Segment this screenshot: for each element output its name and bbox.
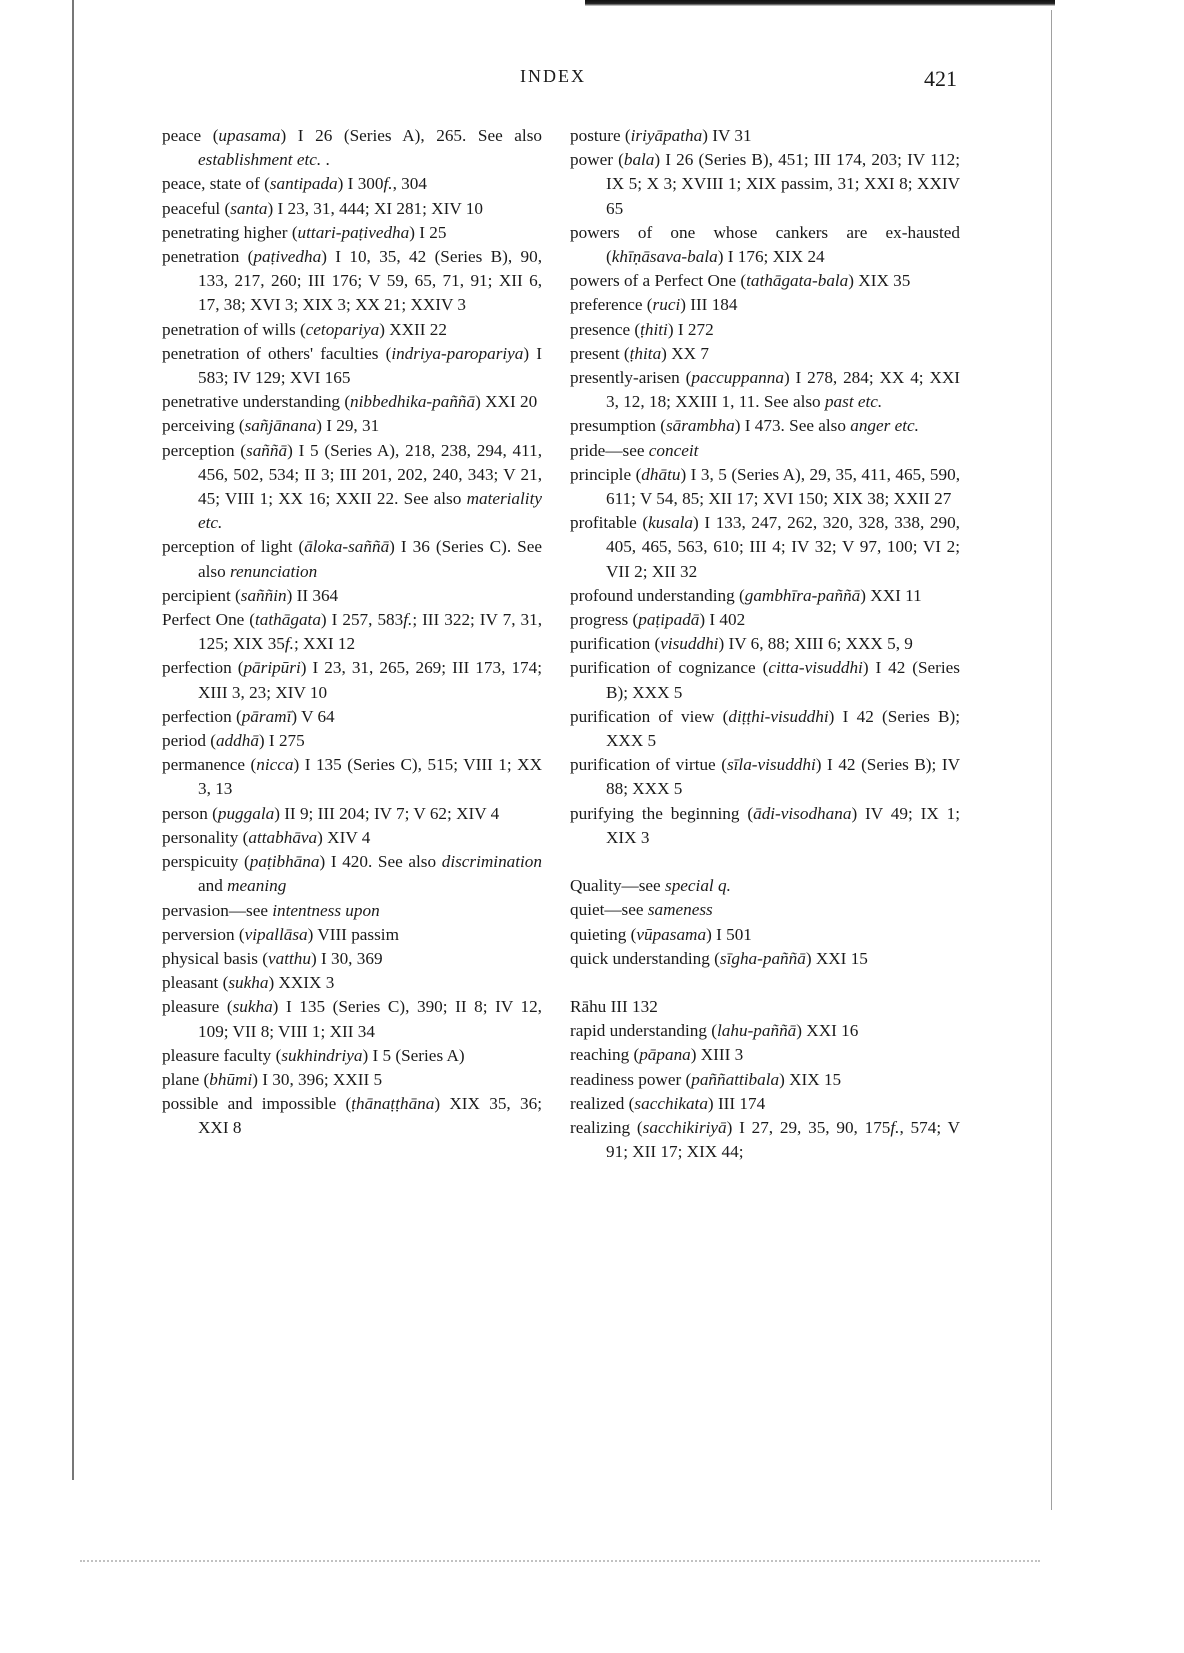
entry-text: person ( xyxy=(162,803,218,823)
index-entry xyxy=(162,439,542,536)
entry-text: ) XX 7 xyxy=(661,343,709,363)
index-entry xyxy=(570,221,960,269)
pali-term: bala xyxy=(623,150,655,170)
entry-text: Quality—see xyxy=(570,876,665,896)
pali-term: pāripūri xyxy=(243,658,301,678)
entry-text: ) I 135 (Series C), 390; II 8; IV 12, 109; VII 8; VIII 1; XII 34 xyxy=(198,997,542,1041)
index-entry xyxy=(570,318,960,342)
entry-text: plane ( xyxy=(162,1069,210,1089)
entry-text: personality ( xyxy=(162,827,249,847)
index-entry xyxy=(570,608,960,632)
entry-text: ) I 5 (Series A) xyxy=(362,1045,465,1065)
pali-term: sacchikiriyā xyxy=(642,1117,727,1137)
index-entry xyxy=(570,947,960,971)
entry-text: ) XIV 4 xyxy=(317,827,371,847)
index-entry xyxy=(570,995,960,1019)
entry-text: presumption ( xyxy=(570,416,666,436)
index-entry xyxy=(570,414,960,438)
entry-text: presently-arisen ( xyxy=(570,368,692,388)
index-entry xyxy=(162,584,542,608)
index-entry xyxy=(162,705,542,729)
pali-term: establishment etc. xyxy=(198,150,322,170)
entry-text: readiness power ( xyxy=(570,1069,692,1089)
pali-term: paṭivedha xyxy=(253,247,322,267)
entry-text: ) VIII passim xyxy=(307,924,399,944)
pali-term: gambhīra-paññā xyxy=(744,585,861,605)
entry-text: ) I 42 (Series B); XXX 5 xyxy=(606,658,960,702)
pali-term: paṭibhāna xyxy=(249,852,320,872)
pali-term: tathāgata-bala xyxy=(746,271,849,291)
entry-text: progress ( xyxy=(570,610,639,630)
index-entry xyxy=(570,753,960,801)
entry-text: profitable ( xyxy=(570,513,649,533)
pali-term: f. xyxy=(383,174,393,194)
index-entry xyxy=(570,124,960,148)
pali-term: ādi-visodhana xyxy=(753,803,852,823)
pali-term: ṭhita xyxy=(629,343,662,363)
pali-term: puggala xyxy=(217,803,275,823)
entry-text: ) I 30, 369 xyxy=(310,948,383,968)
pali-term: ṭhiti xyxy=(640,319,668,339)
index-entry xyxy=(162,124,542,172)
index-entry xyxy=(570,802,960,850)
pali-term: tathāgata xyxy=(255,610,321,630)
index-entry xyxy=(162,172,542,196)
index-entry xyxy=(570,1068,960,1092)
index-entry xyxy=(162,1068,542,1092)
index-entry xyxy=(570,439,960,463)
page-title: INDEX xyxy=(520,66,586,86)
index-entry xyxy=(162,899,542,923)
entry-text: purifying the beginning ( xyxy=(570,803,754,823)
entry-text: penetration of others' faculties ( xyxy=(162,343,392,363)
index-entry xyxy=(570,148,960,221)
index-entry xyxy=(162,1044,542,1068)
scan-border-top xyxy=(585,0,1055,6)
entry-text: principle ( xyxy=(570,464,642,484)
entry-text: ) I 23, 31, 444; XI 281; XIV 10 xyxy=(267,198,483,218)
entry-text: ) I 30, 396; XXII 5 xyxy=(252,1069,383,1089)
index-entry xyxy=(162,656,542,704)
entry-text: . xyxy=(321,150,330,170)
pali-term: pāramī xyxy=(241,706,292,726)
entry-text: peace, state of ( xyxy=(162,174,270,194)
entry-text: ) I 133, 247, 262, 320, 328, 338, 290, 405, 465, 563, 610; III 4; IV 32; V 97, 100; VI 2; VII 2; XII 32 xyxy=(606,513,960,581)
entry-text: perfection ( xyxy=(162,658,244,678)
entry-text: ) I 27, 29, 35, 90, 175 xyxy=(726,1117,891,1137)
entry-text: ) I 10, 35, 42 (Series B), 90, 133, 217, 260; III 176; V 59, 65, 71, 91; XII 6, 17, 38; XVI 3; XIX 3; XX 21; XXIV 3 xyxy=(198,247,542,315)
index-entry xyxy=(162,923,542,947)
entry-text: presence ( xyxy=(570,319,641,339)
pali-term: special q. xyxy=(665,876,731,896)
entry-text: possible and impossible ( xyxy=(162,1094,352,1114)
entry-text: ) I 300 xyxy=(337,174,384,194)
entry-text: ) I 473. See also xyxy=(734,416,851,436)
index-column-right xyxy=(570,124,960,1164)
scan-page-edge-left xyxy=(72,0,74,1480)
entry-text: profound understanding ( xyxy=(570,585,745,605)
entry-text: present ( xyxy=(570,343,630,363)
entry-text: purification of cognizance ( xyxy=(570,658,769,678)
pali-term: sañjānana xyxy=(244,416,317,436)
entry-text: purification ( xyxy=(570,634,661,654)
pali-term: saññin xyxy=(240,585,287,605)
entry-text: ) I 5 (Series A), 218, 238, 294, 411, 456, 502, 534; II 3; III 201, 202, 240, 343; V 21, 45; VIII 1; XX 16; XXII 22. See also xyxy=(198,440,542,509)
index-entry xyxy=(570,342,960,366)
entry-text: ) I 25 xyxy=(409,222,447,242)
pali-term: ruci xyxy=(652,295,681,315)
pali-term: uttari-paṭivedha xyxy=(297,222,410,242)
entry-text: powers of a Perfect One ( xyxy=(570,271,747,291)
pali-term: khīṇāsava-bala xyxy=(611,247,718,267)
page-number: 421 xyxy=(924,66,957,91)
pali-term: sīgha-paññā xyxy=(719,948,806,968)
pali-term: diṭṭhi-visuddhi xyxy=(728,706,829,726)
entry-text: ) I 278, 284; XX 4; XXI 3, 12, 18; XXIII 1, 11. See also xyxy=(606,368,960,412)
index-entry xyxy=(162,753,542,801)
entry-text: , 574; V 91; XII 17; XIX 44; xyxy=(606,1117,960,1162)
pali-term: paccuppanna xyxy=(691,368,784,388)
entry-text: ; XXI 12 xyxy=(293,634,356,654)
pali-term: santa xyxy=(230,198,268,218)
entry-text: perspicuity ( xyxy=(162,852,250,872)
entry-text: and xyxy=(198,876,228,896)
index-entry xyxy=(570,511,960,584)
index-entry xyxy=(570,923,960,947)
entry-text: ) I 3, 5 (Series A), 29, 35, 411, 465, 590, 611; V 54, 85; XII 17; XVI 150; XIX 38; XXII 27 xyxy=(606,464,960,509)
index-entry xyxy=(570,584,960,608)
index-entry xyxy=(162,971,542,995)
entry-text: , 304 xyxy=(392,174,427,194)
entry-text: ) I 176; XIX 24 xyxy=(717,247,825,267)
index-entry xyxy=(162,535,542,583)
index-entry xyxy=(570,269,960,293)
index-entry xyxy=(570,1116,960,1164)
index-entry xyxy=(162,414,542,438)
pali-term: iriyāpatha xyxy=(630,126,703,145)
index-entry xyxy=(570,1019,960,1043)
pali-term: kusala xyxy=(648,513,694,533)
entry-text: preference ( xyxy=(570,295,653,315)
pali-term: nibbedhika-paññā xyxy=(350,392,476,412)
entry-text: purification of view ( xyxy=(570,706,729,726)
index-entry xyxy=(162,390,542,414)
entry-text: powers of one whose cankers are ex-hausted ( xyxy=(570,222,960,267)
entry-text: ) I 42 (Series B); XXX 5 xyxy=(606,706,960,751)
scan-noise-bottom xyxy=(80,1560,1040,1564)
pali-term: dhātu xyxy=(641,464,681,484)
entry-text: posture ( xyxy=(570,126,631,145)
entry-text: ) XIX 35 xyxy=(848,271,911,291)
entry-text: ) I 26 (Series A), 265. See also xyxy=(280,126,542,145)
entry-text: ) XXII 22 xyxy=(379,319,447,339)
entry-text: penetrating higher ( xyxy=(162,222,298,242)
pali-term: upasama xyxy=(218,126,281,145)
pali-term: pāpana xyxy=(639,1045,691,1065)
index-entry xyxy=(162,221,542,245)
index-entry xyxy=(162,729,542,753)
entry-text: ) XIX 35, 36; XXI 8 xyxy=(198,1094,542,1138)
index-entry xyxy=(162,342,542,390)
pali-term: renunciation xyxy=(229,561,318,581)
pali-term: materiality etc. xyxy=(198,489,542,533)
pali-term: santipada xyxy=(269,174,338,194)
index-entry xyxy=(570,632,960,656)
index-entry xyxy=(162,802,542,826)
entry-text: ) I 42 (Series B); IV 88; XXX 5 xyxy=(606,755,960,799)
entry-text: ) III 184 xyxy=(680,295,738,315)
entry-text: pervasion—see xyxy=(162,900,273,920)
entry-text: perfection ( xyxy=(162,706,242,726)
entry-text: ) I 36 (Series C). See also xyxy=(198,537,542,581)
index-entry xyxy=(570,1092,960,1116)
pali-term: cetopariya xyxy=(305,319,380,339)
entry-text: ) I 501 xyxy=(706,924,752,944)
pali-term: indriya-paropariya xyxy=(391,343,524,363)
entry-text: pleasure faculty ( xyxy=(162,1045,282,1065)
index-entry xyxy=(162,608,542,656)
entry-text: penetrative understanding ( xyxy=(162,392,351,412)
entry-text: quieting ( xyxy=(570,924,637,944)
entry-text: quiet—see xyxy=(570,900,648,920)
pali-term: addhā xyxy=(215,731,259,751)
pali-term: attabhāva xyxy=(248,827,318,847)
pali-term: sukha xyxy=(232,997,273,1017)
entry-text: perceiving ( xyxy=(162,416,245,436)
entry-text: ) XXI 20 xyxy=(475,392,538,412)
entry-text: ) II 364 xyxy=(286,585,339,605)
entry-text: ) I 420. See also xyxy=(319,852,442,872)
entry-text: physical basis ( xyxy=(162,948,268,968)
pali-term: nicca xyxy=(256,755,294,775)
entry-text: ; III 322; IV 7, 31, 125; XIX 35 xyxy=(198,610,543,654)
pali-term: f. xyxy=(403,610,413,630)
pali-term: sukhindriya xyxy=(281,1045,363,1065)
index-entry xyxy=(570,705,960,753)
index-entry xyxy=(570,874,960,898)
entry-text: peaceful ( xyxy=(162,198,231,218)
entry-text: pleasure ( xyxy=(162,997,233,1017)
pali-term: intentness upon xyxy=(272,900,380,920)
index-entry xyxy=(162,197,542,221)
entry-text: ) I 26 (Series B), 451; III 174, 203; IV 112; IX 5; X 3; XVIII 1; XIX passim, 31; XXI 8; XXIV 65 xyxy=(606,150,960,218)
entry-text: ) XIII 3 xyxy=(690,1045,744,1065)
entry-text: Rāhu III 132 xyxy=(570,996,658,1016)
pali-term: vatthu xyxy=(267,948,311,968)
pali-term: saññā xyxy=(246,440,288,460)
pali-term: f. xyxy=(284,634,294,654)
entry-text: ) II 9; III 204; IV 7; V 62; XIV 4 xyxy=(274,803,500,823)
entry-text: ) I 583; IV 129; XVI 165 xyxy=(198,343,542,388)
entry-text: ) XXI 15 xyxy=(805,948,868,968)
entry-text: ) IV 31 xyxy=(702,126,752,145)
entry-text: realizing ( xyxy=(570,1117,643,1137)
entry-text: penetration ( xyxy=(162,247,254,267)
entry-text: perversion ( xyxy=(162,924,245,944)
index-entry xyxy=(162,947,542,971)
index-entry xyxy=(570,463,960,511)
entry-text: ) IV 49; IX 1; XIX 3 xyxy=(606,803,960,847)
index-entry xyxy=(162,318,542,342)
entry-text: ) XXI 11 xyxy=(860,585,922,605)
entry-text: rapid understanding ( xyxy=(570,1021,718,1041)
entry-text: pleasant ( xyxy=(162,973,229,993)
pali-term: visuddhi xyxy=(660,634,719,654)
scan-page-edge-right xyxy=(1051,10,1052,1510)
index-entry xyxy=(162,1092,542,1140)
pali-term: sukha xyxy=(228,973,269,993)
entry-text: perception of light ( xyxy=(162,537,305,557)
pali-term: past etc. xyxy=(824,392,883,412)
pali-term: citta-visuddhi xyxy=(768,658,863,678)
entry-text: period ( xyxy=(162,731,216,751)
pali-term: āloka-saññā xyxy=(304,537,390,557)
entry-text: ) I 29, 31 xyxy=(316,416,380,436)
entry-text: ) XXI 16 xyxy=(796,1021,859,1041)
pali-term: discrimination xyxy=(441,852,542,872)
pali-term: sameness xyxy=(647,900,713,920)
entry-text: ) XXIX 3 xyxy=(268,973,335,993)
index-entry xyxy=(570,898,960,922)
index-entry xyxy=(570,656,960,704)
index-entry xyxy=(570,1043,960,1067)
entry-text: ) I 135 (Series C), 515; VIII 1; XX 3, 13 xyxy=(198,755,542,799)
pali-term: paññattibala xyxy=(691,1069,780,1089)
entry-text: peace ( xyxy=(162,126,219,145)
entry-text: ) IV 6, 88; XIII 6; XXX 5, 9 xyxy=(718,634,913,654)
pali-term: sārambha xyxy=(665,416,735,436)
entry-text: percipient ( xyxy=(162,585,241,605)
index-entry xyxy=(162,995,542,1043)
pali-term: vūpasama xyxy=(636,924,707,944)
index-entry xyxy=(162,245,542,318)
entry-text: realized ( xyxy=(570,1093,635,1113)
index-entry xyxy=(162,826,542,850)
pali-term: lahu-paññā xyxy=(717,1021,797,1041)
index-entry xyxy=(570,293,960,317)
entry-text: permanence ( xyxy=(162,755,257,775)
pali-term: f. xyxy=(890,1117,900,1137)
pali-term: meaning xyxy=(227,876,287,896)
entry-text: power ( xyxy=(570,150,624,170)
entry-text: ) I 23, 31, 265, 269; III 173, 174; XIII 3, 23; XIV 10 xyxy=(198,658,542,702)
pali-term: paṭipadā xyxy=(638,610,700,630)
entry-text: ) V 64 xyxy=(291,706,335,726)
index-entry xyxy=(162,850,542,898)
pali-term: anger etc. xyxy=(850,416,919,436)
entry-text: ) XIX 15 xyxy=(779,1069,842,1089)
entry-text: perception ( xyxy=(162,440,247,460)
index-column-left xyxy=(162,124,542,1141)
entry-text: quick understanding ( xyxy=(570,948,720,968)
entry-text: Perfect One ( xyxy=(162,610,256,630)
entry-text: penetration of wills ( xyxy=(162,319,306,339)
pali-term: sīla-visuddhi xyxy=(726,755,816,775)
pali-term: vipallāsa xyxy=(244,924,308,944)
pali-term: sacchikata xyxy=(634,1093,708,1113)
pali-term: bhūmi xyxy=(209,1069,253,1089)
entry-text: ) I 272 xyxy=(667,319,714,339)
pali-term: conceit xyxy=(648,440,699,460)
pali-term: ṭhānaṭṭhāna xyxy=(351,1094,435,1114)
entry-text: ) I 402 xyxy=(699,610,746,630)
entry-text: ) I 257, 583 xyxy=(320,610,404,630)
entry-text: ) I 275 xyxy=(258,731,305,751)
entry-text: pride—see xyxy=(570,440,649,460)
entry-text: ) III 174 xyxy=(707,1093,766,1113)
entry-text: reaching ( xyxy=(570,1045,640,1065)
entry-text: purification of virtue ( xyxy=(570,755,727,775)
index-entry xyxy=(570,366,960,414)
